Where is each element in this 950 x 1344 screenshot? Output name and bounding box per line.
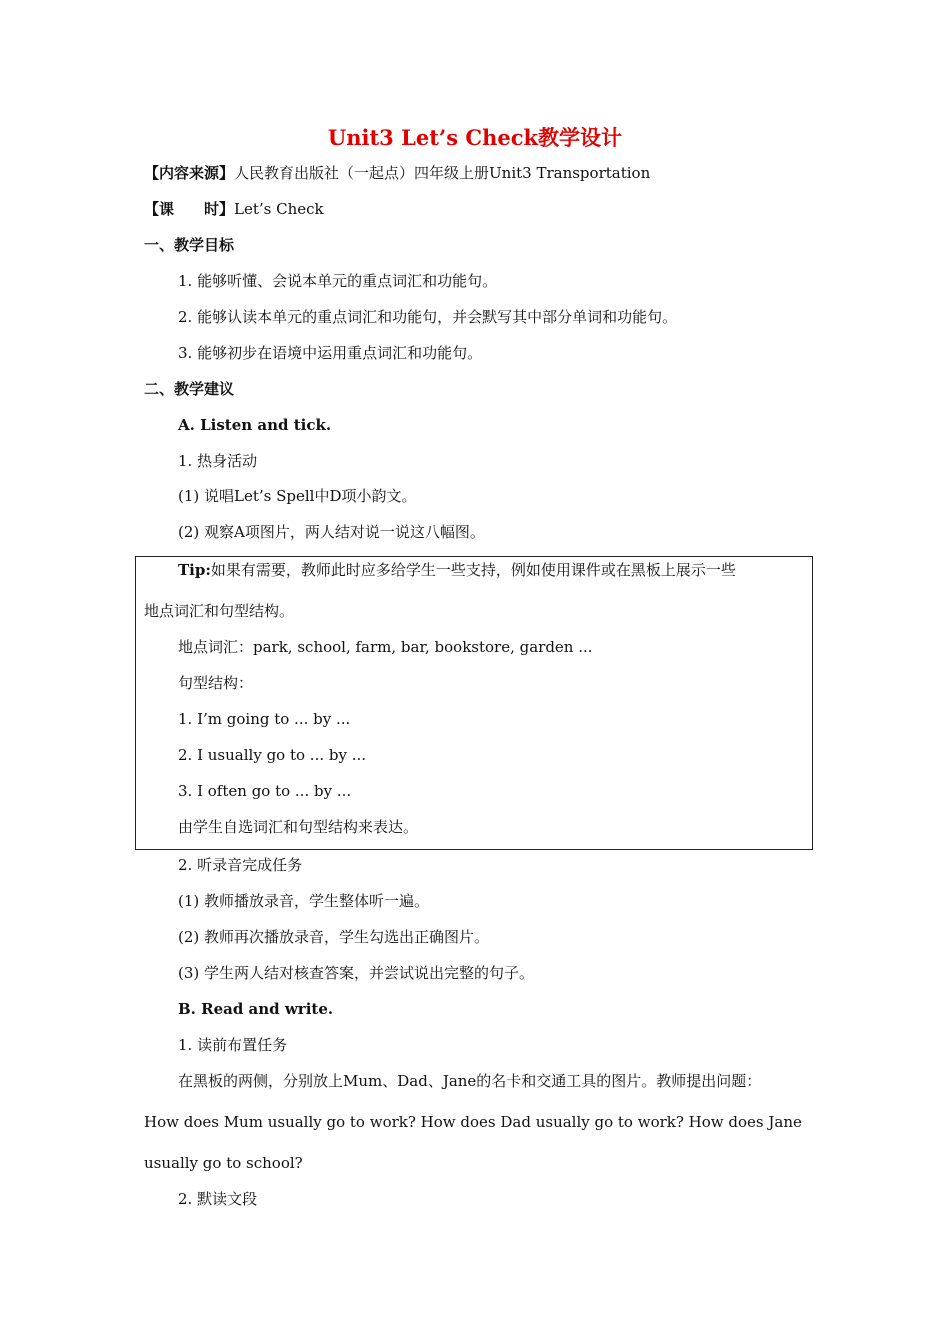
part-a-step2: 2. 听录音完成任务: [178, 856, 303, 874]
tip-pattern: 1. I’m going to ... by ...: [178, 710, 351, 728]
tip-pattern: 3. I often go to ... by ...: [178, 782, 352, 800]
document-title: Unit3 Let’s Check教学设计: [327, 125, 623, 150]
tip-text-1: 如果有需要，教师此时应多给学生一些支持，例如使用课件或在黑板上展示一些: [210, 561, 736, 579]
part-a-step2-item: (2) 教师再次播放录音，学生勾选出正确图片。: [178, 928, 490, 946]
part-b-step1: 1. 读前布置任务: [178, 1036, 288, 1054]
part-a-step1-item: (2) 观察A项图片，两人结对说一说这八幅图。: [178, 523, 485, 541]
part-a-step1-item: (1) 说唱Let’s Spell中D项小韵文。: [178, 487, 417, 505]
section-heading-suggestions: 二、教学建议: [144, 380, 235, 398]
part-b-paragraph-3: usually go to school?: [144, 1154, 303, 1172]
objective-item: 1. 能够听懂、会说本单元的重点词汇和功能句。: [178, 272, 498, 290]
period-line: [144, 198, 324, 220]
source-value: 人民教育出版社（一起点）四年级上册Unit3 Transportation: [234, 164, 651, 182]
source-line: [144, 162, 650, 184]
objective-item: 3. 能够初步在语境中运用重点词汇和功能句。: [178, 344, 483, 362]
tip-label: Tip:: [178, 561, 211, 579]
section-heading-objectives: 一、教学目标: [144, 236, 235, 254]
tip-pattern-label: 句型结构：: [178, 674, 254, 692]
tip-pattern: 2. I usually go to ... by ...: [178, 746, 367, 764]
tip-closing: 由学生自选词汇和句型结构来表达。: [178, 818, 419, 836]
part-a-step2-item: (3) 学生两人结对核查答案，并尝试说出完整的句子。: [178, 964, 535, 982]
part-a-heading: A. Listen and tick.: [178, 416, 332, 434]
tip-line-1: [178, 559, 736, 581]
part-b-heading: B. Read and write.: [178, 1000, 334, 1018]
period-value: Let’s Check: [234, 200, 324, 218]
part-a-step2-item: (1) 教师播放录音，学生整体听一遍。: [178, 892, 430, 910]
tip-vocab: 地点词汇：park, school, farm, bar, bookstore, garden ...: [178, 638, 593, 656]
part-b-paragraph-2: How does Mum usually go to work? How does Dad usually go to work? How does Jane: [144, 1113, 802, 1131]
part-a-step1: 1. 热身活动: [178, 452, 258, 470]
tip-text-2: 地点词汇和句型结构。: [144, 602, 295, 620]
source-label: 【内容来源】: [144, 164, 235, 182]
objective-item: 2. 能够认读本单元的重点词汇和功能句，并会默写其中部分单词和功能句。: [178, 308, 678, 326]
period-label: 【课 时】: [144, 200, 235, 218]
part-b-paragraph-1: 在黑板的两侧，分别放上Mum、Dad、Jane的名卡和交通工具的图片。教师提出问题：: [178, 1072, 762, 1090]
part-b-step2: 2. 默读文段: [178, 1190, 258, 1208]
